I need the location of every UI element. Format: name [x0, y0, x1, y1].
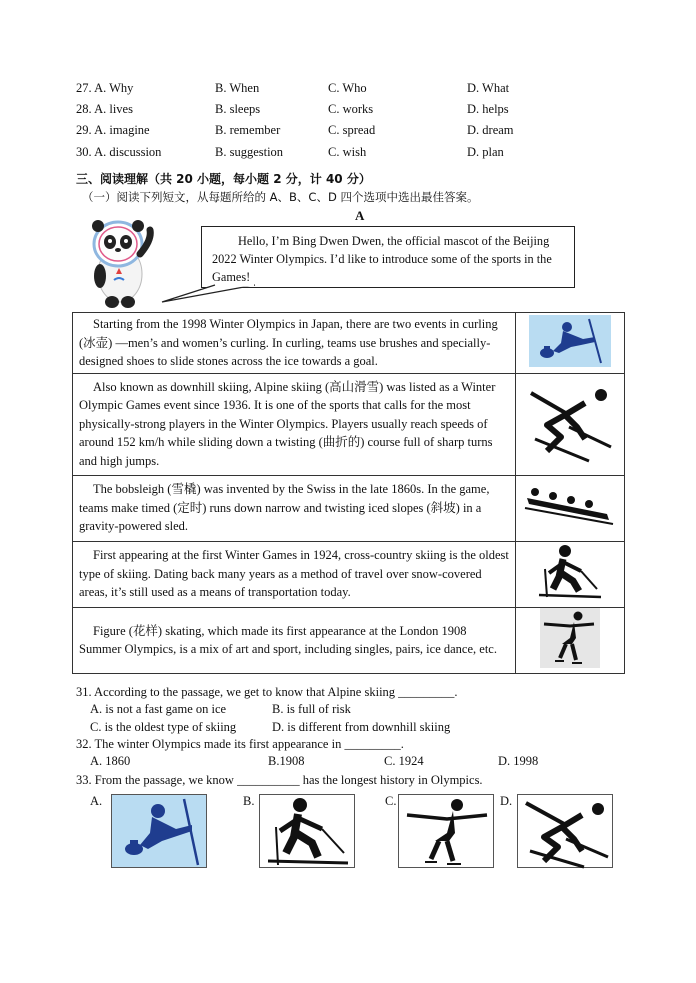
option-a: A. discussion	[94, 145, 162, 159]
option-a: A. Why	[94, 81, 134, 95]
option-c: C. spread	[328, 123, 376, 137]
question-33-option-a-label: A.	[90, 794, 103, 808]
option-b: B. remember	[215, 123, 281, 137]
question-33-stem: 33. From the passage, we know __________ has the longest history in Olympics.	[76, 773, 483, 787]
sport-image-cell	[516, 607, 625, 673]
option-d: D. What	[467, 81, 510, 95]
cloze-row-28	[0, 100, 696, 118]
sport-description: Starting from the 1998 Winter Olympics in Japan, there are two events in curling (冰壶) —men’s and women’s curling. In curling, teams use brushes and specially-designed shoes to slide stones across the ice towards a goal.	[73, 313, 516, 374]
question-31-option-d: D. is different from downhill skiing	[272, 720, 451, 734]
figure-skating-icon	[540, 608, 600, 668]
question-33-option-d-label: D.	[500, 794, 513, 808]
sport-image-cell	[516, 313, 625, 374]
option-b: B. sleeps	[215, 102, 261, 116]
option-c: C. Who	[328, 81, 367, 95]
figure-skating-icon	[399, 795, 495, 869]
curling-icon	[112, 795, 208, 869]
table-row	[73, 373, 625, 475]
cloze-row-30	[0, 143, 696, 161]
bubble-text: Hello, I’m Bing Dwen Dwen, the official mascot of the Beijing 2022 Winter Olympics. I’d like to introduce some of the sports in the Games!	[212, 234, 552, 284]
sport-image-cell	[516, 475, 625, 541]
question-33-option-c-image[interactable]	[398, 794, 494, 868]
bing-dwen-dwen-mascot-image	[80, 214, 164, 310]
question-33-option-b-image[interactable]	[259, 794, 355, 868]
section-heading: 三、阅读理解（共 20 小题，每小题 2 分，计 40 分）	[76, 172, 371, 186]
curling-icon	[529, 315, 611, 367]
option-a: A. lives	[94, 102, 133, 116]
table-row	[73, 541, 625, 607]
option-a: A. imagine	[94, 123, 150, 137]
sport-description: Figure (花样) skating, which made its first appearance at the London 1908 Summer Olympics, is a mix of art and sport, including singles, pairs, ice dance, etc.	[73, 607, 516, 673]
question-32-stem: 32. The winter Olympics made its first appearance in _________.	[76, 737, 404, 751]
cloze-row-27	[0, 79, 696, 97]
question-33-option-c-label: C.	[385, 794, 397, 808]
question-33-option-a-image[interactable]	[111, 794, 207, 868]
sport-image-cell	[516, 373, 625, 475]
question-33-option-d-image[interactable]	[517, 794, 613, 868]
question-31-option-c: C. is the oldest type of skiing	[90, 720, 237, 734]
alpine-skiing-icon	[518, 795, 614, 869]
cross-country-skiing-icon	[535, 543, 605, 601]
question-31-option-b: B. is full of risk	[272, 702, 351, 716]
question-33-option-b-label: B.	[243, 794, 255, 808]
question-32-option-d: D. 1998	[498, 754, 539, 768]
question-31-option-a: A. is not a fast game on ice	[90, 702, 227, 716]
passage-label: A	[355, 208, 365, 223]
option-d: D. helps	[467, 102, 509, 116]
option-c: C. wish	[328, 145, 367, 159]
table-row	[73, 313, 625, 374]
speech-bubble-tail	[160, 284, 270, 304]
speech-bubble	[201, 226, 575, 288]
question-31-stem: 31. According to the passage, we get to know that Alpine skiing _________.	[76, 685, 458, 699]
option-b: B. suggestion	[215, 145, 284, 159]
question-32-option-c: C. 1924	[384, 754, 424, 768]
section-instruction: （一）阅读下列短文，从每题所给的 A、B、C、D 四个选项中选出最佳答案。	[82, 190, 479, 204]
table-row	[73, 475, 625, 541]
cloze-row-29	[0, 121, 696, 139]
table-row	[73, 607, 625, 673]
sport-description: Also known as downhill skiing, Alpine skiing (高山滑雪) was listed as a Winter Olympic Games event since 1936. It is one of the sports that calls for the most physically-strong players in the Winter Olympics. Players usually reach speeds of around 152 km/h while sliding down a twisting (曲折的) course full of sharp turns and high jumps.	[73, 373, 516, 475]
sport-image-cell	[516, 541, 625, 607]
question-32-option-a: A. 1860	[90, 754, 131, 768]
question-32-option-b: B.1908	[268, 754, 305, 768]
question-number: 28.	[76, 102, 92, 116]
sports-table	[72, 312, 625, 674]
cross-country-skiing-icon	[260, 795, 356, 869]
sport-description: First appearing at the first Winter Games in 1924, cross-country skiing is the oldest type of skiing. Dating back many years as a method of travel over snow-covered areas, it’s still used as a means of transportation today.	[73, 541, 516, 607]
alpine-skiing-icon	[525, 381, 615, 463]
option-d: D. plan	[467, 145, 504, 159]
option-c: C. works	[328, 102, 374, 116]
question-number: 27.	[76, 81, 92, 95]
option-d: D. dream	[467, 123, 514, 137]
sport-description: The bobsleigh (雪橇) was invented by the Swiss in the late 1860s. In the game, teams make timed (定时) runs down narrow and twisting iced slopes (斜坡) in a gravity-powered sled.	[73, 475, 516, 541]
question-number: 29.	[76, 123, 92, 137]
option-b: B. When	[215, 81, 260, 95]
bobsleigh-icon	[523, 486, 617, 526]
question-number: 30.	[76, 145, 92, 159]
